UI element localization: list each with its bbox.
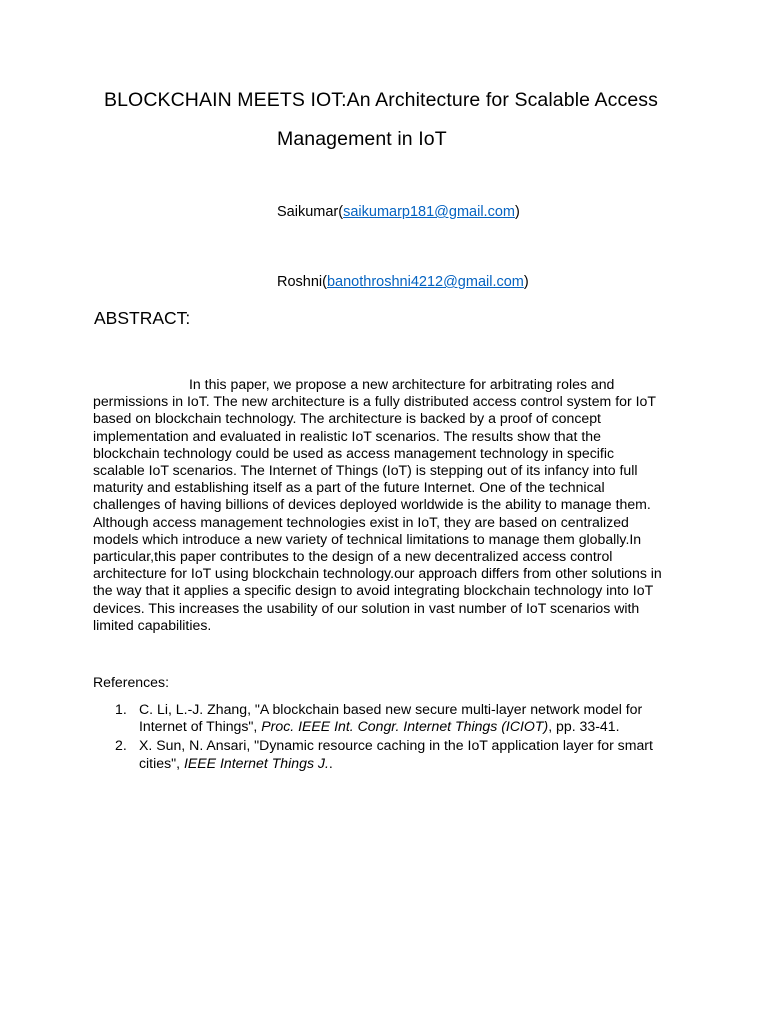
references-heading: References: bbox=[93, 674, 169, 690]
author-roshni bbox=[277, 274, 529, 290]
reference-text-end: . bbox=[328, 754, 333, 771]
reference-text: C. Li, L.-J. Zhang, "A blockchain based new secure multi-layer network model for Internet of Things", bbox=[139, 701, 643, 735]
reference-item bbox=[93, 701, 683, 735]
paper-title-line-2: Management in IoT bbox=[277, 128, 447, 150]
abstract-body: In this paper, we propose a new architecture for arbitrating roles and permissions in IoT. The new architecture is a fully distributed access control system for IoT based on blockchain technology. The architecture is backed by a proof of concept implementation and evaluated in realistic IoT scenarios. The results show that the blockchain technology could be used as access management technology in specific scalable IoT scenarios. The Internet of Things (IoT) is stepping out of its infancy into full maturity and establishing itself as a part of the future Internet. One of the technical challenges of having billions of devices deployed worldwide is the ability to manage them. Although access management technologies exist in IoT, they are based on centralized models which introduce a new variety of technical limitations to manage them globally.In particular,this paper contributes to the design of a new decentralized access control architecture for IoT using blockchain technology.our approach differs from other solutions in the way that it applies a specific design to avoid integrating blockchain technology into IoT devices. This increases the usability of our solution in vast number of IoT scenarios with limited capabilities. bbox=[93, 376, 662, 633]
author-paren-close: ) bbox=[523, 274, 529, 290]
author-saikumar bbox=[277, 204, 520, 220]
reference-number: 2. bbox=[115, 737, 127, 754]
author-name: Saikumar bbox=[277, 204, 339, 220]
author-paren-close: ) bbox=[514, 204, 520, 220]
reference-venue: IEEE Internet Things J. bbox=[183, 754, 329, 771]
author-name: Roshni bbox=[277, 274, 323, 290]
author-email-link[interactable]: banothroshni4212@gmail.com bbox=[326, 274, 524, 290]
author-email-link[interactable]: saikumarp181@gmail.com bbox=[343, 204, 515, 220]
reference-text: X. Sun, N. Ansari, "Dynamic resource caching in the IoT application layer for smart cities", bbox=[139, 737, 653, 771]
reference-item bbox=[93, 737, 683, 771]
paper-title-line-1: BLOCKCHAIN MEETS IOT:An Architecture for Scalable Access bbox=[104, 89, 658, 111]
author-paren-open: ( bbox=[322, 274, 327, 290]
references-list bbox=[93, 701, 683, 774]
author-paren-open: ( bbox=[338, 204, 344, 220]
reference-text-end: , pp. 33-41. bbox=[548, 718, 620, 735]
reference-number: 1. bbox=[115, 701, 127, 717]
reference-venue: Proc. IEEE Int. Congr. Internet Things (ICIOT) bbox=[261, 718, 549, 735]
abstract-heading: ABSTRACT: bbox=[94, 308, 191, 328]
